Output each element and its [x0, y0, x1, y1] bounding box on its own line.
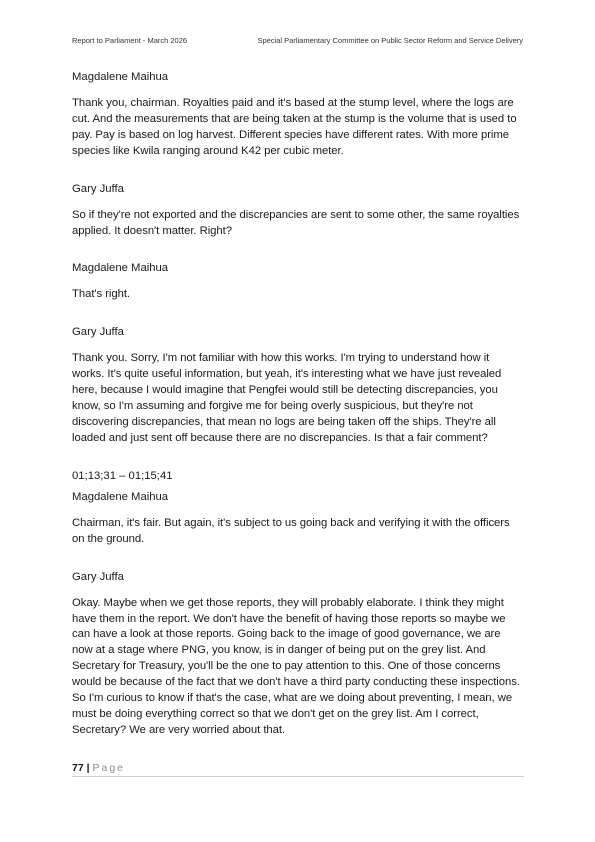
- transcript-block: [72, 469, 524, 548]
- transcript-block: [72, 261, 524, 303]
- speaker-name: Gary Juffa: [72, 570, 124, 583]
- transcript-block: [72, 182, 524, 240]
- header-committee-name: Special Parliamentary Committee on Public Sector Reform and Service Delivery: [257, 36, 523, 45]
- transcript-block: [72, 325, 524, 446]
- transcript-block: [72, 570, 524, 739]
- header-report-title: Report to Parliament - March 2026: [72, 36, 188, 45]
- speech-text: Okay. Maybe when we get those reports, they will probably elaborate. I think they might have them in the report. We don't have the benefit of having those reports so maybe we can have a look at those reports. Going back to the image of good governance, we are now at a stage where PNG, you know, is in danger of being put on the grey list. And Secretary for Treasury, you'll be the one to pay attention to this. One of those concerns would be because of the fact that we don't have a third party conducting these inspections. So I'm curious to know if that's the case, what are we doing about preventing, I mean, we must be doing everything correct so that we don't get on the grey list. Am I correct, Secretary? We are very worried about that.: [72, 596, 520, 736]
- speaker-name: Gary Juffa: [72, 326, 124, 339]
- page-label: Page: [92, 762, 126, 774]
- timestamp: 01;13;31 – 01;15;41: [72, 469, 173, 482]
- speech-text: So if they're not exported and the discrepancies are sent to some other, the same royalties applied. It doesn't matter. Right?: [72, 208, 520, 237]
- speaker-name: Gary Juffa: [72, 182, 124, 195]
- speaker-name: Magdalene Maihua: [72, 262, 169, 275]
- page-footer: [72, 762, 125, 774]
- speech-text: Thank you, chairman. Royalties paid and it's based at the stump level, where the logs are cut. And the measurements that are being taken at the stump is the volume that is used to pay. Pay is based on log harvest. Different species have different rates. With more prime species like Kwila ranging around K42 per cubic meter.: [72, 97, 517, 157]
- speech-text: Chairman, it's fair. But again, it's subject to us going back and verifying it with the officers on the ground.: [72, 516, 510, 545]
- transcript-block: [72, 70, 524, 160]
- speaker-name: Magdalene Maihua: [72, 71, 169, 83]
- speech-text: Thank you. Sorry, I'm not familiar with how this works. I'm trying to understand how it works. It's quite useful information, but yeah, it's interesting what we have just revealed here, because I would imagine that Pengfei would still be detecting discrepancies, you know, so I'm assuming and forgive me for being overly suspicious, but they're not discovering discrepancies, that mean no logs are being taken off the ships. They're all loaded and just sent off because there are no discrepancies. Is that a fair comment?: [72, 352, 502, 444]
- speaker-name: Magdalene Maihua: [72, 490, 169, 503]
- transcript-body: [72, 70, 524, 739]
- footer-divider: [72, 776, 524, 777]
- footer-separator: |: [86, 762, 90, 774]
- page-number: 77: [72, 762, 84, 774]
- speech-text: That's right.: [72, 288, 131, 301]
